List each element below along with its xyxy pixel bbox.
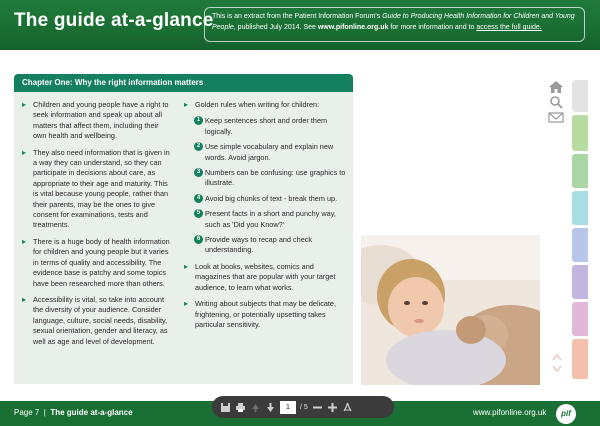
scroll-arrows-icon (552, 352, 562, 374)
rule-number-badge: 2 (194, 142, 203, 151)
rule-number-badge: 4 (194, 194, 203, 203)
home-icon[interactable] (548, 80, 564, 94)
golden-rule: 5 Present facts in a short and punchy way, such as 'Did you Know?' (184, 209, 347, 230)
list-item: ▸ Look at books, websites, comics and magazines that are popular with your target audience, to learn what works. (184, 262, 347, 293)
section-tab[interactable] (572, 228, 588, 262)
viewer-toolbar (212, 396, 394, 418)
extract-notice: This is an extract from the Patient Information Forum's Guide to Producing Health Information for Children and Young People, published July 2014. See www.pifonline.org.uk for more information and to access the full guide. (204, 7, 585, 42)
golden-rule: 2 Use simple vocabulary and explain new words. Avoid jargon. (184, 142, 347, 163)
golden-rules-list (184, 116, 347, 255)
section-tab[interactable] (572, 302, 588, 336)
section-tab[interactable] (572, 191, 588, 225)
golden-rule: 6 Provide ways to recap and check understanding. (184, 235, 347, 256)
first-page-icon[interactable] (250, 402, 261, 413)
save-icon[interactable] (220, 402, 231, 413)
pdf-icon[interactable] (342, 402, 353, 413)
guide-title: Guide to Producing Health Information for Children and Young People (212, 13, 575, 31)
photo-illustration (361, 235, 540, 385)
chapter-panel (14, 92, 353, 384)
section-tab[interactable] (572, 154, 588, 188)
rule-number-badge: 5 (194, 209, 203, 218)
section-tab[interactable] (572, 265, 588, 299)
golden-rule: 4 Avoid big chunks of text - break them up. (184, 194, 347, 204)
extract-url-link[interactable]: www.pifonline.org.uk (317, 24, 389, 31)
list-item: ▸ They also need information that is given in a way they can understand, so they can participate in decisions about care, as appropriate to their age and maturity. This is vital because young people, rather than their parents, may be the ones to give consent for examinations, tests and treatments. (22, 148, 172, 231)
page-header (0, 0, 600, 50)
section-tab[interactable] (572, 115, 588, 151)
golden-rule: 3 Numbers can be confusing: use graphics to illustrate. (184, 168, 347, 189)
page-title: The guide at-a-glance (14, 10, 214, 31)
print-icon[interactable] (235, 402, 246, 413)
footer-section: The guide at-a-glance (50, 408, 133, 417)
search-icon[interactable] (548, 95, 564, 109)
footer-page-label: Page 7 | The guide at-a-glance (14, 408, 133, 417)
rule-number-badge: 3 (194, 168, 203, 177)
child-with-teddy-photo (361, 235, 540, 385)
rule-number-badge: 6 (194, 235, 203, 244)
list-item: ▸ Accessibility is vital, so take into account the diversity of your audience. Consider language, culture, social needs, disability, sexual orientation, gender and literacy, as well as age and level of development. (22, 295, 172, 347)
right-column (184, 100, 347, 336)
access-full-guide-link[interactable]: access the full guide. (476, 24, 542, 31)
footer-url-link[interactable]: www.pifonline.org.uk (473, 408, 547, 417)
email-icon[interactable] (548, 110, 564, 124)
pif-logo: pif (556, 404, 576, 424)
golden-rule: 1 Keep sentences short and order them logically. (184, 116, 347, 137)
page-total: / 5 (300, 403, 308, 411)
section-tab[interactable] (572, 339, 588, 379)
left-column (22, 100, 172, 353)
page-number-input[interactable] (280, 401, 296, 414)
section-tab[interactable] (572, 80, 588, 112)
zoom-out-icon[interactable] (312, 402, 323, 413)
scroll-arrows[interactable] (552, 352, 562, 374)
zoom-in-icon[interactable] (327, 402, 338, 413)
list-item: ▸ Writing about subjects that may be delicate, frightening, or potentially upsetting takes particular sensitivity. (184, 299, 347, 330)
list-item: ▸ Children and young people have a right to seek information and speak up about all matters that affect them, including their own health and wellbeing. (22, 100, 172, 142)
rule-number-badge: 1 (194, 116, 203, 125)
chapter-heading: Chapter One: Why the right information matters (14, 74, 353, 92)
list-item: ▸ There is a huge body of health information for children and young people but it varies in terms of quality and accessibility. The evidence base is patchy and some topics have been researched more than others. (22, 237, 172, 289)
golden-rules-intro: ▸ Golden rules when writing for children: (184, 100, 347, 110)
next-page-icon[interactable] (265, 402, 276, 413)
